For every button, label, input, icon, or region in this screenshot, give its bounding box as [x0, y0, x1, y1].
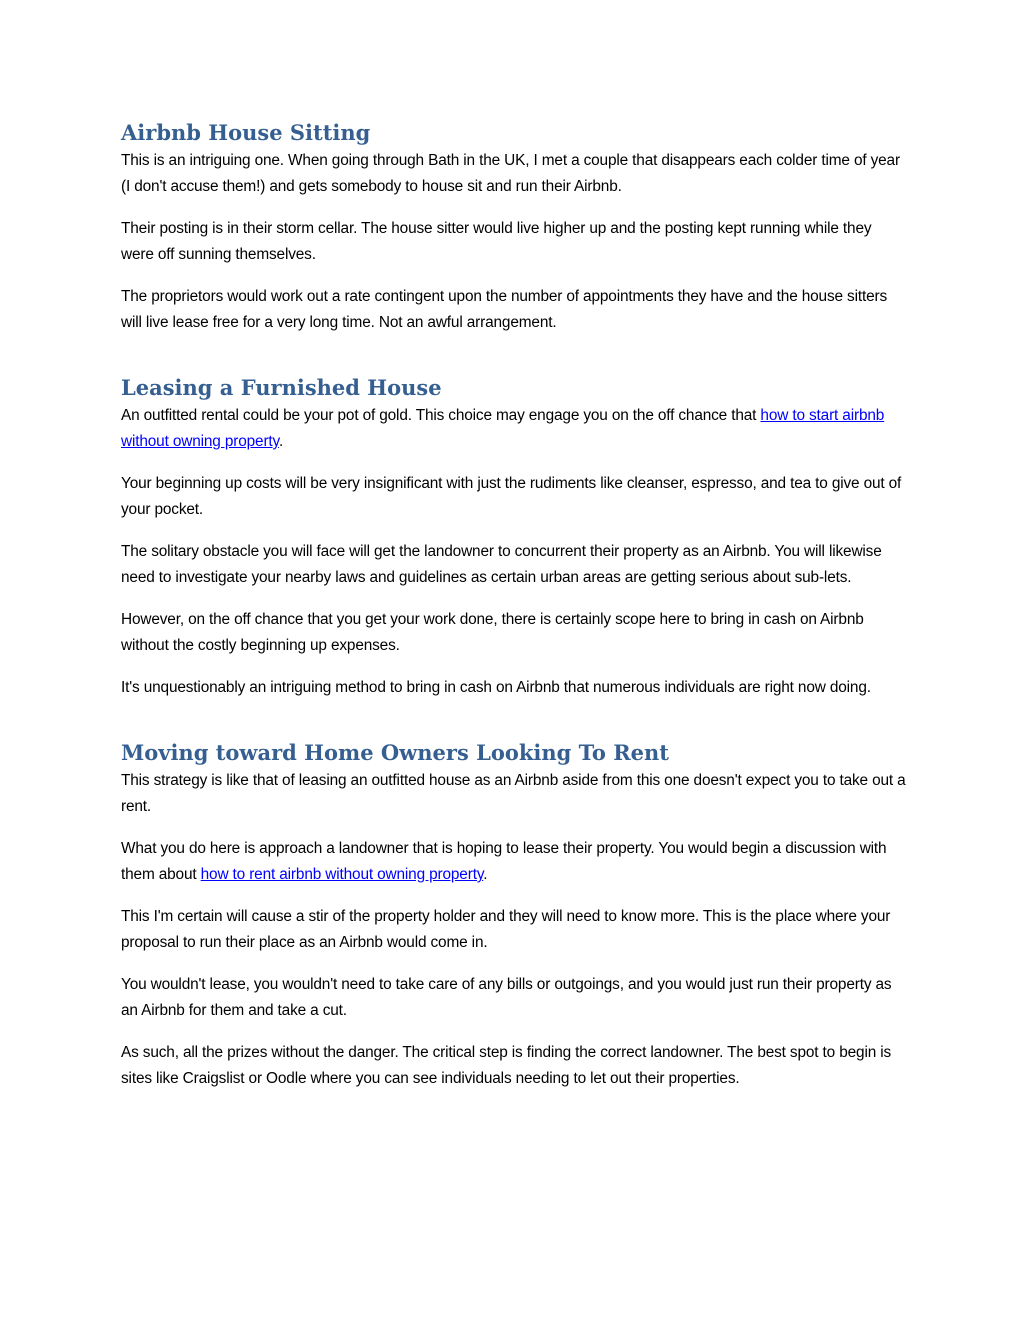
- paragraph: The solitary obstacle you will face will get the landowner to concurrent their property as an Airbnb. You will likewise need to investigate your nearby laws and guidelines as certain urban areas are getting serious about sub-lets.: [121, 543, 882, 586]
- paragraph-text: An outfitted rental could be your pot of gold. This choice may engage you on the off chance that: [121, 407, 761, 424]
- paragraph-text: .: [278, 433, 284, 450]
- paragraph: [121, 403, 906, 455]
- paragraph: However, on the off chance that you get your work done, there is certainly scope here to bring in cash on Airbnb without the costly beginning up expenses.: [121, 611, 864, 654]
- section-heading: Moving toward Home Owners Looking To Rent: [121, 740, 669, 765]
- section-heading: Leasing a Furnished House: [121, 375, 442, 400]
- paragraph: This strategy is like that of leasing an outfitted house as an Airbnb aside from this one doesn't expect you to take out a rent.: [121, 772, 906, 815]
- paragraph: It's unquestionably an intriguing method to bring in cash on Airbnb that numerous individuals are right now doing.: [121, 679, 871, 696]
- section-leasing-furnished-house: [121, 373, 906, 701]
- section-airbnb-house-sitting: [121, 118, 906, 336]
- paragraph-text: .: [483, 866, 488, 883]
- paragraph: This is an intriguing one. When going through Bath in the UK, I met a couple that disappears each colder time of year (I don't accuse them!) and gets somebody to house sit and run their Airbnb.: [121, 152, 900, 195]
- paragraph: This I'm certain will cause a stir of the property holder and they will need to know more. This is the place where your proposal to run their place as an Airbnb would come in.: [121, 908, 891, 951]
- paragraph: Their posting is in their storm cellar. The house sitter would live higher up and the posting kept running while they were off sunning themselves.: [121, 220, 872, 263]
- section-heading: Airbnb House Sitting: [121, 120, 371, 145]
- section-home-owners-looking-to-rent: [121, 738, 906, 1092]
- paragraph: As such, all the prizes without the danger. The critical step is finding the correct landowner. The best spot to begin is sites like Craigslist or Oodle where you can see individuals needing to let out their properties.: [121, 1044, 892, 1087]
- paragraph-text: What you do here is approach a landowner that is hoping to lease their property. You would begin a discussion with them about: [121, 840, 887, 883]
- paragraph: [121, 836, 906, 888]
- paragraph: You wouldn't lease, you wouldn't need to take care of any bills or outgoings, and you would just run their property as an Airbnb for them and take a cut.: [121, 976, 892, 1019]
- paragraph: Your beginning up costs will be very insignificant with just the rudiments like cleanser, espresso, and tea to give out of your pocket.: [121, 475, 902, 518]
- rent-airbnb-link[interactable]: how to rent airbnb without owning property: [200, 866, 484, 883]
- paragraph: The proprietors would work out a rate contingent upon the number of appointments they have and the house sitters will live lease free for a very long time. Not an awful arrangement.: [121, 288, 888, 331]
- document-page: [121, 118, 906, 1129]
- start-airbnb-link[interactable]: how to start airbnb without owning property: [121, 407, 885, 450]
